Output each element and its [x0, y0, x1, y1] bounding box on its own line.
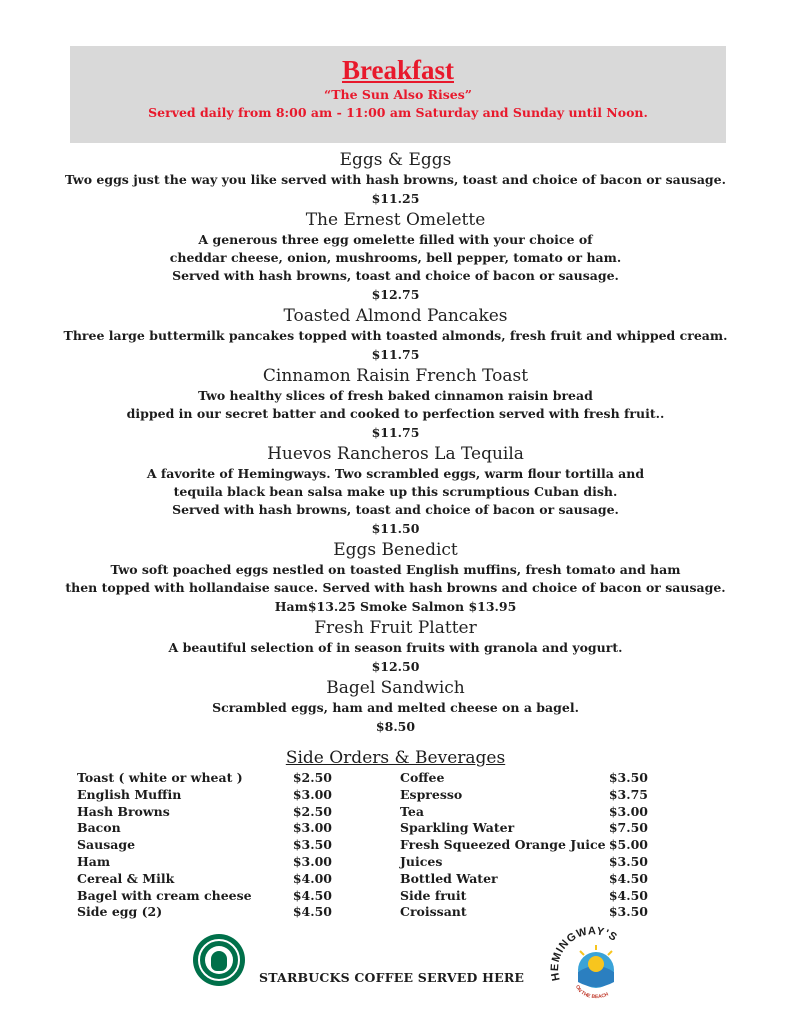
side-item-name: Sausage	[77, 837, 136, 853]
menu-item-description: Served with hash browns, toast and choice of bacon or sausage.	[172, 268, 619, 283]
menu-item-price: $11.50	[371, 521, 420, 536]
menu-item	[0, 678, 791, 736]
menu-item	[0, 618, 791, 676]
side-item-price: $3.50	[292, 837, 332, 853]
side-item-price: $2.50	[292, 770, 332, 785]
side-item-name: Bottled Water	[400, 870, 498, 886]
menu-item-description: dipped in our secret batter and cooked to perfection served with fresh fruit..	[126, 406, 665, 421]
menu-item	[0, 366, 791, 442]
side-item-name: Ham	[77, 853, 111, 869]
menu-item	[0, 540, 791, 616]
sides-title: Side Orders & Beverages	[285, 748, 506, 768]
side-item-row	[77, 904, 332, 921]
menu-item-description: Three large buttermilk pancakes topped with toasted almonds, fresh fruit and whipped cream.	[63, 328, 728, 343]
side-item-row	[77, 770, 332, 787]
beverages-column	[400, 770, 648, 921]
menu-item-description: then topped with hollandaise sauce. Served with hash browns and choice of bacon or sausage.	[65, 580, 726, 595]
menu-item-description: cheddar cheese, onion, mushrooms, bell pepper, tomato or ham.	[169, 250, 622, 265]
hemingways-logo-icon	[548, 920, 638, 1002]
side-item-name: English Muffin	[77, 786, 182, 802]
side-item-price: $4.50	[608, 870, 648, 886]
side-item-row	[400, 787, 648, 804]
side-item-price: $3.00	[608, 803, 648, 819]
side-item-row	[77, 787, 332, 804]
menu-item-price: $11.75	[371, 347, 420, 362]
menu-item-description: A favorite of Hemingways. Two scrambled eggs, warm flour tortilla and	[146, 466, 645, 481]
side-item-name: Side fruit	[400, 887, 467, 903]
menu-item-description: A beautiful selection of in season fruits with granola and yogurt.	[168, 640, 623, 655]
menu-header	[70, 46, 726, 143]
menu-item-name: Fresh Fruit Platter	[314, 618, 477, 638]
side-item-name: Tea	[400, 803, 424, 819]
side-item-row	[77, 804, 332, 821]
side-item-row	[77, 820, 332, 837]
side-item-row	[400, 854, 648, 871]
menu-item-name: Eggs & Eggs	[339, 150, 452, 170]
menu-item-price: Ham$13.25 Smoke Salmon $13.95	[274, 599, 517, 614]
menu-item-description: Scrambled eggs, ham and melted cheese on a bagel.	[212, 700, 579, 715]
menu-item-name: Cinnamon Raisin French Toast	[262, 366, 529, 386]
side-item-price: $3.00	[292, 786, 332, 802]
menu-item-price: $11.25	[371, 191, 420, 206]
side-item-row	[400, 820, 648, 837]
menu-title: Breakfast	[342, 55, 454, 85]
menu-item-description: Two soft poached eggs nestled on toasted English muffins, fresh tomato and ham	[110, 562, 681, 577]
side-item-price: $3.75	[608, 786, 648, 802]
menu-item-description: tequila black bean salsa make up this scrumptious Cuban dish.	[173, 484, 618, 499]
side-item-row	[77, 854, 332, 871]
side-item-row	[77, 888, 332, 905]
side-item-name: Espresso	[400, 786, 463, 802]
side-item-price: $4.50	[608, 887, 648, 903]
starbucks-logo-icon	[193, 934, 245, 986]
side-item-name: Juices	[400, 853, 443, 869]
serving-hours: Served daily from 8:00 am - 11:00 am Saturday and Sunday until Noon.	[148, 105, 648, 120]
breakfast-menu-list	[0, 148, 791, 736]
side-orders-column	[77, 770, 332, 921]
side-item-row	[400, 770, 648, 787]
side-item-price: $3.50	[608, 853, 648, 869]
menu-item	[0, 210, 791, 304]
menu-item-name: Eggs Benedict	[333, 540, 458, 560]
side-item-name: Bacon	[77, 820, 121, 836]
menu-item-name: Bagel Sandwich	[326, 678, 465, 698]
menu-item-price: $12.50	[371, 659, 420, 674]
side-item-price: $4.00	[292, 870, 332, 886]
side-item-price: $7.50	[608, 820, 648, 836]
menu-item-price: $8.50	[375, 719, 416, 734]
side-item-price: $3.50	[608, 770, 648, 785]
side-item-name: Cereal & Milk	[77, 870, 175, 886]
side-item-row	[400, 904, 648, 921]
side-item-price: $4.50	[292, 904, 332, 920]
side-item-price: $5.00	[608, 837, 648, 853]
menu-item-price: $11.75	[371, 425, 420, 440]
side-item-name: Coffee	[400, 770, 445, 785]
side-item-row	[400, 804, 648, 821]
side-item-row	[77, 871, 332, 888]
side-item-name: Croissant	[400, 904, 467, 920]
side-item-row	[400, 888, 648, 905]
side-item-price: $3.00	[292, 820, 332, 836]
side-item-row	[400, 871, 648, 888]
side-item-name: Fresh Squeezed Orange Juice	[400, 837, 606, 853]
hemingways-logo-subtext: ON THE BEACH	[573, 984, 610, 1001]
menu-item-name: The Ernest Omelette	[305, 210, 486, 230]
side-item-name: Side egg (2)	[77, 904, 163, 920]
side-item-name: Toast ( white or wheat )	[77, 770, 243, 785]
menu-item	[0, 306, 791, 364]
side-item-row	[77, 837, 332, 854]
menu-item	[0, 150, 791, 208]
menu-item-description: A generous three egg omelette filled with your choice of	[198, 232, 593, 247]
side-item-name: Sparkling Water	[400, 820, 515, 836]
side-item-price: $3.00	[292, 853, 332, 869]
side-item-name: Hash Browns	[77, 803, 170, 819]
side-item-price: $4.50	[292, 887, 332, 903]
menu-item-price: $12.75	[371, 287, 420, 302]
starbucks-served-text: STARBUCKS COFFEE SERVED HERE	[259, 970, 525, 985]
side-item-price: $3.50	[608, 904, 648, 920]
menu-item-description: Two eggs just the way you like served with hash browns, toast and choice of bacon or sausage.	[65, 172, 726, 187]
menu-item-description: Two healthy slices of fresh baked cinnamon raisin bread	[198, 388, 593, 403]
hemingways-logo-text: HEMINGWAY'S	[549, 925, 620, 982]
side-item-name: Bagel with cream cheese	[77, 887, 252, 903]
side-item-row	[400, 837, 648, 854]
menu-item-description: Served with hash browns, toast and choice of bacon or sausage.	[172, 502, 619, 517]
side-item-price: $2.50	[292, 803, 332, 819]
menu-subtitle: “The Sun Also Rises”	[324, 87, 472, 102]
menu-item-name: Toasted Almond Pancakes	[283, 306, 508, 326]
menu-item	[0, 444, 791, 538]
menu-item-name: Huevos Rancheros La Tequila	[267, 444, 524, 464]
